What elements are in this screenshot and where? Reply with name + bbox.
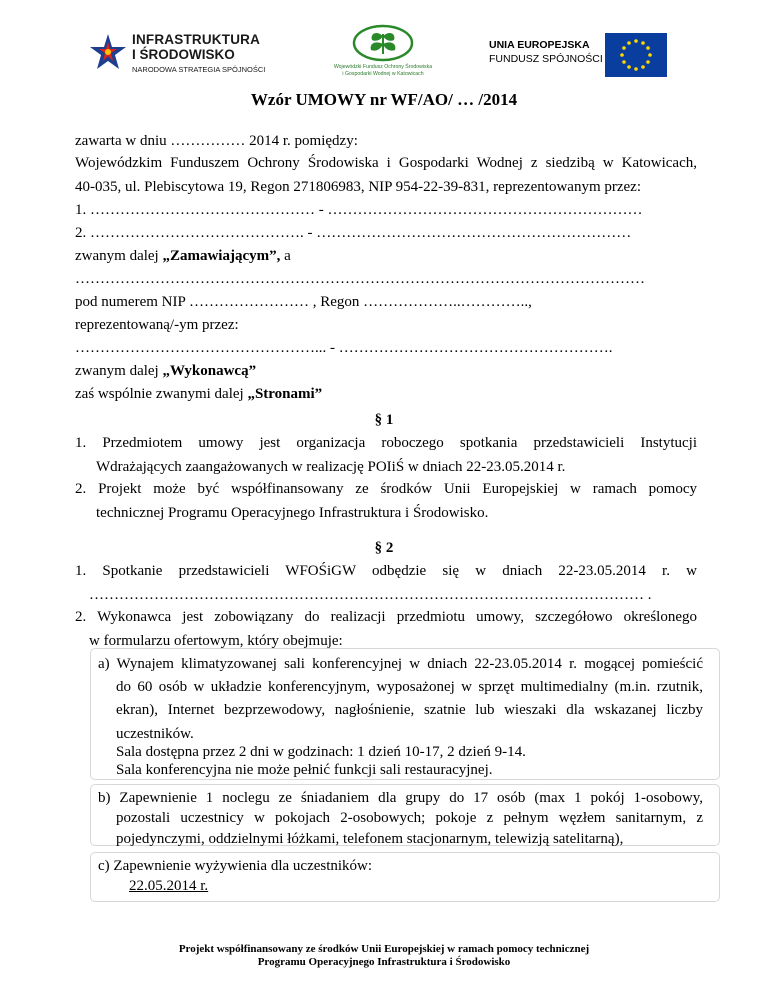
eu-logo-line2: FUNDUSZ SPÓJNOŚCI <box>489 53 603 65</box>
section-1-heading: § 1 <box>374 412 394 428</box>
intro-line-12a: zaś wspólnie zwanymi dalej <box>75 386 248 402</box>
item-a-line-3: ekran), Internet bezprzewodowy, nagłośnienie, szatnie lub wieszaki dla wskazanej liczby <box>116 702 703 718</box>
intro-line-11 <box>75 362 256 380</box>
footer-line-1: Projekt współfinansowany ze środków Unii Europejskiej w ramach pomocy technicznej <box>178 943 590 955</box>
leaf-emblem-icon <box>352 24 414 62</box>
item-a-line-4: uczestników. <box>116 726 194 742</box>
infrastruktura-logo <box>90 30 290 80</box>
item-b-line-3: pojedynczymi, oddzielnymi łóżkami, telefonem stacjonarnym, telewizją satelitarną), <box>116 831 624 847</box>
logo-left-line1: INFRASTRUKTURA <box>132 32 261 47</box>
intro-line-6a: zwanym dalej <box>75 248 163 264</box>
intro-line-10: …………………………………………... - ………………………………………………. <box>75 340 613 356</box>
strony-label: „Stronami” <box>247 386 323 402</box>
item-c-line-1: c) Zapewnienie wyżywienia dla uczestników: <box>98 858 373 874</box>
intro-line-2: Wojewódzkim Funduszem Ochrony Środowiska i Gospodarki Wodnej z siedzibą w Katowicach, <box>75 155 697 171</box>
item-a-line-5: Sala dostępna przez 2 dni w godzinach: 1 dzień 10-17, 2 dzień 9-14. <box>116 744 526 760</box>
item-c-date-text: 22.05.2014 r. <box>129 878 209 894</box>
wfos-caption-line2: i Gospodarki Wodnej w Katowicach <box>342 70 424 77</box>
intro-line-12 <box>75 385 322 403</box>
item-a-line-6: Sala konferencyjna nie może pełnić funkcji sali restauracyjnej. <box>116 762 493 778</box>
section-2-point-2-line-1: 2. Wykonawca jest zobowiązany do realizacji przedmiotu umowy, szczegółowo określonego <box>75 609 697 625</box>
eu-logo-line1: UNIA EUROPEJSKA <box>489 39 590 51</box>
wfos-caption-line1: Wojewódzki Fundusz Ochrony Środowiska <box>333 64 433 70</box>
item-b-line-1: b) Zapewnienie 1 noclegu ze śniadaniem dla grupy do 17 osób (max 1 pokój 1-osobowy, <box>98 790 703 806</box>
item-b-line-2: pozostali uczestnicy w pokojach 2-osobowych; pokoje z pełnym węzłem sanitarnym, z <box>116 810 703 826</box>
intro-line-1: zawarta w dniu …………… 2014 r. pomiędzy: <box>75 133 358 149</box>
intro-line-4: 1. ……………………………………… - ……………………………………………………… <box>75 202 643 218</box>
logo-left-line3: NARODOWA STRATEGIA SPÓJNOŚCI <box>132 65 266 74</box>
footer-line-2: Programu Operacyjnego Infrastruktura i Środowisko <box>257 956 511 968</box>
intro-line-6c: a <box>280 248 291 264</box>
wykonawca-label: „Wykonawcą” <box>162 363 257 379</box>
item-a-line-2: do 60 osób w układzie konferencyjnym, wyposażonej w sprzęt multimedialny (m.in. rzutnik, <box>116 679 703 695</box>
wfos-logo <box>318 24 448 84</box>
intro-line-8: pod numerem NIP …………………… , Regon ………………..………….., <box>75 294 532 310</box>
section-2-point-2-line-2: w formularzu ofertowym, który obejmuje: <box>89 633 343 649</box>
section-2-heading: § 2 <box>374 540 394 556</box>
intro-line-11a: zwanym dalej <box>75 363 163 379</box>
section-1-point-1-line-1: 1. Przedmiotem umowy jest organizacja roboczego spotkania przedstawicieli Instytucji <box>75 435 697 451</box>
document-title: Wzór UMOWY nr WF/AO/ … /2014 <box>250 90 518 109</box>
item-a-line-1: a) Wynajem klimatyzowanej sali konferencyjnej w dniach 22-23.05.2014 r. mogącej pomieścić <box>98 656 703 672</box>
section-1-point-2-line-2: technicznej Programu Operacyjnego Infrastruktura i Środowisko. <box>96 505 489 521</box>
intro-line-9: reprezentowaną/-ym przez: <box>75 317 239 333</box>
section-2-point-1-line-1: 1. Spotkanie przedstawicieli WFOŚiGW odbędzie się w dniach 22-23.05.2014 r. w <box>75 563 697 579</box>
intro-line-3: 40-035, ul. Plebiscytowa 19, Regon 271806983, NIP 954-22-39-831, reprezentowanym przez: <box>75 179 641 195</box>
eu-logo <box>489 33 679 81</box>
zamawiajacy-label: „Zamawiającym”, <box>162 248 281 264</box>
section-1-point-2-line-1: 2. Projekt może być współfinansowany ze środków Unii Europejskiej w ramach pomocy <box>75 481 697 497</box>
star-logo-icon <box>90 34 126 70</box>
item-c-date <box>129 877 208 895</box>
logo-left-line2: I ŚRODOWISKO <box>132 47 235 62</box>
section-1-point-1-line-2: Wdrażających zaangażowanych w realizację POIiŚ w dniach 22-23.05.2014 r. <box>96 459 566 475</box>
intro-line-7: …………………………………………………………………………………………………… <box>75 271 645 287</box>
eu-flag-icon <box>605 33 667 77</box>
intro-line-6 <box>75 247 291 265</box>
section-2-point-1-line-2: ………………………………………………………………………………………………… . <box>89 587 652 603</box>
intro-line-5: 2. ……………………………………. - ……………………………………………………… <box>75 225 632 241</box>
